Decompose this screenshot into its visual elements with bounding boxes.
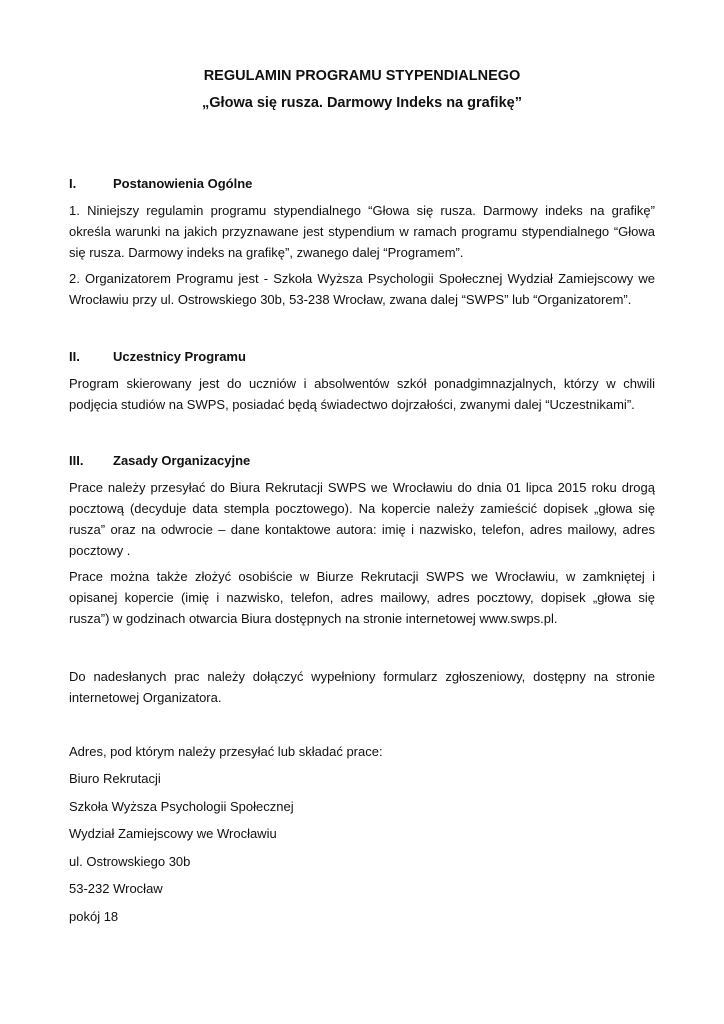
address-line: ul. Ostrowskiego 30b (69, 854, 191, 869)
section-2-paragraph-1: Program skierowany jest do uczniów i absolwentów szkół ponadgimnazjalnych, którzy w chwili podjęcia studiów na SWPS, posiadać będą świadectwo dojrzałości, zwanymi dalej “Uczestnikami”. (69, 376, 655, 412)
section-3-paragraph-1: Prace należy przesyłać do Biura Rekrutacji SWPS we Wrocławiu do dnia 01 lipca 2015 roku drogą pocztową (decyduje data stempla pocztowego). Na kopercie należy zamieścić dopisek „głowa się rusza” oraz na odwrocie – dane kontaktowe autora: imię i nazwisko, telefon, adres mailowy, adres pocztowy . (69, 480, 655, 558)
document-subtitle: „Głowa się rusza. Darmowy Indeks na grafikę” (202, 95, 522, 111)
section-number: III. (69, 453, 84, 468)
section-title: Zasady Organizacyjne (113, 453, 251, 468)
address-line: Szkoła Wyższa Psychologii Społecznej (69, 799, 294, 814)
section-1-paragraph-2: 2. Organizatorem Programu jest - Szkoła Wyższa Psychologii Społecznej Wydział Zamiejscowy we Wrocławiu przy ul. Ostrowskiego 30b, 53-238 Wrocław, zwana dalej “SWPS” lub “Organizatorem”. (69, 271, 655, 307)
address-line: 53-232 Wrocław (69, 881, 163, 896)
section-title: Postanowienia Ogólne (113, 176, 253, 191)
section-heading-2 (69, 349, 246, 364)
address-line: Biuro Rekrutacji (69, 771, 161, 786)
section-3-paragraph-2: Prace można także złożyć osobiście w Biurze Rekrutacji SWPS we Wrocławiu, w zamkniętej i opisanej kopercie (imię i nazwisko, telefon, adres mailowy, adres pocztowy, dopisek „głowa się rusza”) w godzinach otwarcia Biura dostępnych na stronie internetowej www.swps.pl. (69, 569, 655, 626)
address-intro: Adres, pod którym należy przesyłać lub składać prace: (69, 744, 383, 759)
section-heading-3 (69, 453, 250, 468)
section-number: II. (69, 349, 80, 364)
section-3-paragraph-3: Do nadesłanych prac należy dołączyć wypełniony formularz zgłoszeniowy, dostępny na stronie internetowej Organizatora. (69, 669, 655, 705)
section-heading-1 (69, 176, 252, 191)
document-title: REGULAMIN PROGRAMU STYPENDIALNEGO (203, 68, 521, 84)
section-1-paragraph-1: 1. Niniejszy regulamin programu stypendialnego “Głowa się rusza. Darmowy indeks na grafikę” określa warunki na jakich przyznawane jest stypendium w ramach programu stypendialnego “Głowa się rusza. Darmowy indeks na grafikę”, zwanego dalej “Programem”. (69, 203, 655, 260)
address-line: pokój 18 (69, 909, 119, 924)
address-line: Wydział Zamiejscowy we Wrocławiu (69, 826, 277, 841)
section-title: Uczestnicy Programu (113, 349, 246, 364)
section-number: I. (69, 176, 77, 191)
